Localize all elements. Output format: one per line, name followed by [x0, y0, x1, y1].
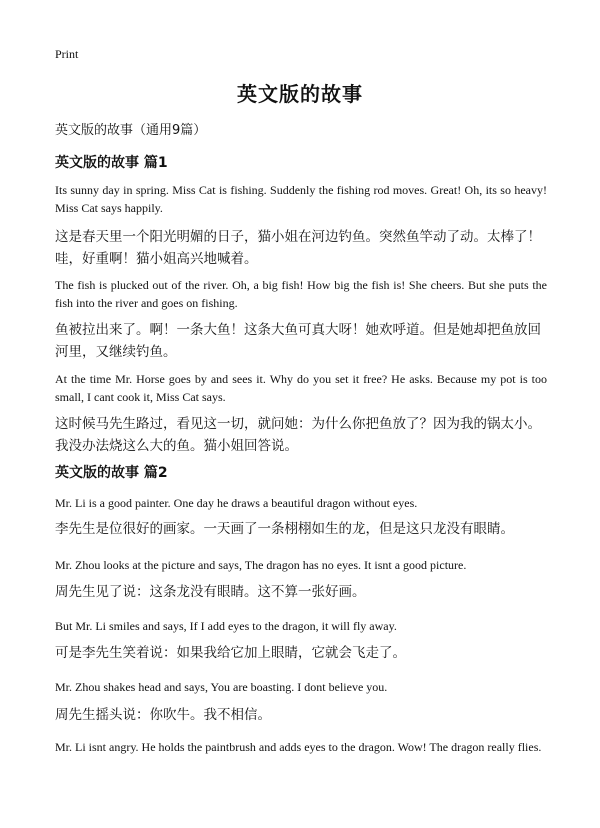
- english-paragraph: Mr. Zhou looks at the picture and says, The dragon has no eyes. It isnt a good picture.: [55, 558, 467, 572]
- chinese-paragraph: 可是李先生笑着说：如果我给它加上眼睛，它就会飞走了。: [55, 645, 406, 661]
- print-label: Print: [55, 47, 79, 61]
- section-heading: 英文版的故事 篇2: [55, 465, 168, 481]
- chinese-paragraph: 李先生是位很好的画家。一天画了一条栩栩如生的龙，但是这只龙没有眼睛。: [55, 521, 514, 537]
- english-paragraph: Mr. Li isnt angry. He holds the paintbrush and adds eyes to the dragon. Wow! The dragon really flies.: [55, 740, 542, 754]
- english-paragraph: Mr. Zhou shakes head and says, You are boasting. I dont believe you.: [55, 680, 388, 694]
- english-paragraph: Mr. Li is a good painter. One day he draws a beautiful dragon without eyes.: [55, 496, 418, 510]
- english-paragraph: Its sunny day in spring. Miss Cat is fishing. Suddenly the fishing rod moves. Great! Oh, its so heavy! Miss Cat says happily.: [55, 183, 547, 215]
- section-heading: 英文版的故事 篇1: [55, 155, 168, 171]
- page-title: 英文版的故事: [237, 82, 363, 106]
- chinese-paragraph: 鱼被拉出来了。啊！一条大鱼！这条大鱼可真大呀！她欢呼道。但是她却把鱼放回河里，又继续钓鱼。: [55, 322, 541, 360]
- chinese-paragraph: 周先生见了说：这条龙没有眼睛。这不算一张好画。: [55, 584, 366, 600]
- chinese-paragraph: 这是春天里一个阳光明媚的日子，猫小姐在河边钓鱼。突然鱼竿动了动。太棒了！哇，好重啊！猫小姐高兴地喊着。: [55, 229, 541, 267]
- chinese-paragraph: 这时候马先生路过，看见这一切，就问她：为什么你把鱼放了？因为我的锅太小。我没办法烧这么大的鱼。猫小姐回答说。: [55, 416, 541, 454]
- english-paragraph: The fish is plucked out of the river. Oh, a big fish! How big the fish is! She cheers. But she puts the fish into the river and goes on fishing.: [55, 278, 547, 310]
- english-paragraph: But Mr. Li smiles and says, If I add eyes to the dragon, it will fly away.: [55, 619, 397, 633]
- chinese-paragraph: 周先生摇头说：你吹牛。我不相信。: [55, 707, 271, 723]
- document-subtitle: 英文版的故事（通用9篇）: [55, 123, 207, 138]
- english-paragraph: At the time Mr. Horse goes by and sees it. Why do you set it free? He asks. Because my pot is too small, I cant cook it, Miss Cat says.: [55, 372, 547, 404]
